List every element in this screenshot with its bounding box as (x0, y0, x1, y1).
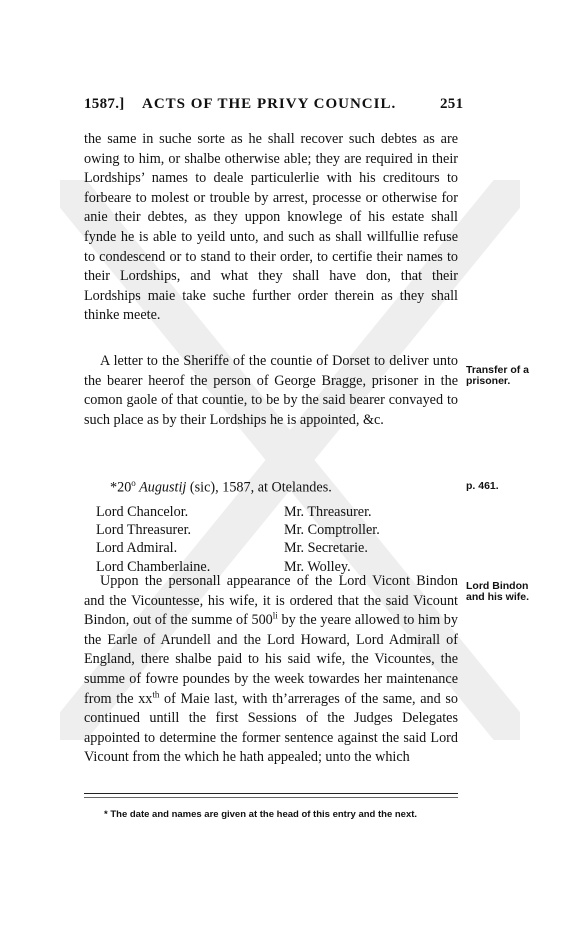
attendee-left: Lord Threasurer. (96, 522, 192, 539)
meeting-day: 20 (117, 479, 132, 496)
meeting-month: Augustij (135, 479, 187, 496)
superscript-li: li (272, 610, 278, 621)
meeting-place: , 1587, at Otelandes. (215, 479, 332, 496)
paragraph-bindon (84, 572, 458, 768)
paragraph-creditours: the same in suche sorte as he shall recover such debtes as are owing to him, or shalbe otherwise able; they are required in their Lordships’ names to deale particulerlie with his creditours to forbeare to molest or trouble by arrest, processe or otherwise for anie their debtes, as they uppon knowlege of his estate shall fynde he is able to yeild unto, and such as shall willfullie refuse to condescend or to stand to their order, to certifie their names to their Lordships, and what they shall have don, that their Lordships maie take suche further order therein as they shall thinke meete. (84, 131, 458, 324)
margin-note-bindon: Lord Bindon and his wife. (466, 580, 530, 603)
meeting-sic: (sic) (186, 479, 216, 496)
attendee-left: Lord Admiral. (96, 540, 178, 557)
page-number: 251 (440, 96, 464, 112)
footnote: * The date and names are given at the head of this entry and the next. (104, 809, 418, 820)
attendee-right: Mr. Threasurer. (284, 504, 372, 520)
paragraph-bindon-part1: Uppon the personall appearance of the Lord Vicont Bindon and the Vicountesse, his wife, it is ordered that the said Vicount Bindon, out of the summe of 500 (84, 573, 458, 629)
paragraph-bindon-part2: by the yeare allowed to him by the Earle of Arundell and the Lord Howard, Lord Admirall of England, there shalbe paid to his said wife, the Vicountes, the summe of fowre poundes by the week towardes her maintenance from the xx (84, 612, 458, 707)
margin-note-transfer: Transfer of a prisoner. (466, 364, 530, 387)
attendee-right: Mr. Wolley. (284, 558, 351, 575)
attendance-list (96, 504, 426, 575)
footnote-rule (84, 793, 458, 794)
running-header-year: 1587.] (84, 96, 125, 112)
superscript-th: th (152, 688, 160, 699)
meeting-date-line (110, 478, 332, 497)
paragraph-transfer-letter: A letter to the Sheriffe of the countie of Dorset to deliver unto the bearer heerof the person of George Bragge, prisoner in the comon gaole of that countie, to be by the said bearer convayed to such place as by their Lordships he is appointed, &c. (84, 353, 458, 428)
running-header-title: ACTS OF THE PRIVY COUNCIL. (142, 96, 397, 112)
margin-note-page-ref: p. 461. (466, 480, 499, 492)
attendee-left: Lord Chamberlaine. (96, 558, 211, 575)
attendee-right: Mr. Secretarie. (284, 540, 368, 557)
footnote-marker: * (110, 479, 118, 496)
meeting-day-sup: o (131, 478, 136, 488)
paragraph-bindon-part3: of Maie last, with th’arrerages of the same, and so continued untill the first Sessions of the Judges Delegates appointed to determine the former sentence against the said Lord Vicount from the which he hath appealed; unto the which (84, 690, 458, 766)
attendee-right: Mr. Comptroller. (284, 522, 380, 539)
attendee-left: Lord Chancelor. (96, 504, 189, 520)
footnote-rule-secondary (84, 797, 458, 798)
